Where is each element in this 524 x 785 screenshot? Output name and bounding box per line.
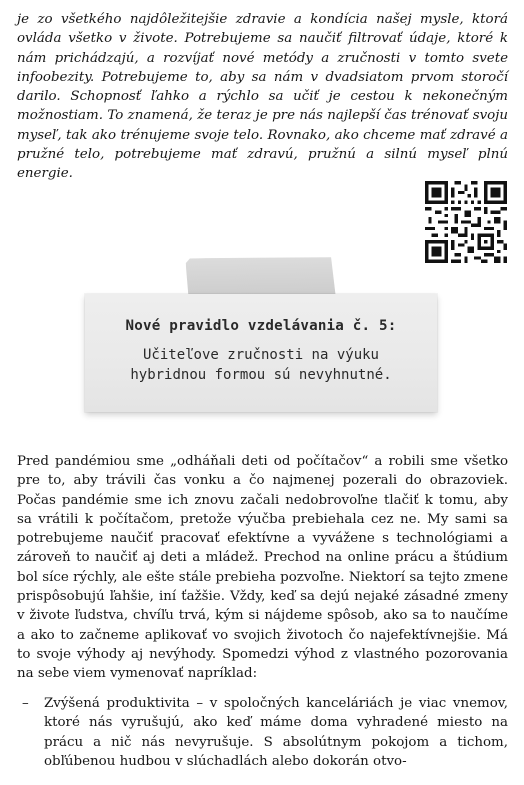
rule-callout-box: [85, 294, 437, 412]
rule-text-line-1: Učiteľove zručnosti na výuku: [142, 347, 379, 363]
advantages-list: [17, 694, 508, 771]
list-item: [17, 694, 508, 771]
list-dash: –: [22, 696, 29, 711]
rule-text-line-2: hybridnou formou sú nevyhnutné.: [130, 367, 392, 383]
qr-code-graphic: [425, 181, 507, 263]
intro-paragraph: je zo všetkého najdôležitejšie zdravie a kondícia našej mysle, ktorá ovláda všetko v živote. Potrebujeme sa naučiť filtrovať údaje, ktoré k nám prichádzajú, a rozvíjať nové metódy a zručnosti v tomto svete infoobezity. Potrebujeme to, aby sa nám v dvadsiatom prvom storočí darilo. Schopnosť ľahko a rýchlo sa učiť je cestou k nekonečným možnostiam. To znamená, že teraz je pre nás najlepší čas trénovať svoju myseľ, tak ako trénujeme svoje telo. Rovnako, ako chceme mať zdravé a pružné telo, potrebujeme mať zdravú, pružnú a silnú myseľ plnú energie.: [17, 12, 508, 182]
rule-title: Nové pravidlo vzdelávania č. 5:: [125, 318, 397, 334]
qr-code-icon[interactable]: [425, 181, 507, 263]
main-paragraph: Pred pandémiou sme „odháňali deti od počítačov“ a robili sme všetko pre to, aby trávili čas vonku a čo najmenej pozerali do obrazoviek. Počas pandémie sme ich znovu začali nedobrovoľne tlačiť k tomu, aby sa vrátili k počítačom, pretože výučba prebiehala cez ne. My sami sa potrebujeme naučiť pracovať efektívne a vyvážene s technológiami a zároveň to naučiť aj deti a mládež. Prechod na online prácu a štúdium bol síce rýchly, ale ešte stále prebieha pozvoľne. Niektorí sa tejto zmene prispôsobujú ľahšie, iní ťažšie. Vždy, keď sa dejú nejaké zásadné zmeny v živote ľudstva, chvíľu trvá, kým si nájdeme spôsob, ako sa to naučíme a ako to začneme aplikovať vo svojich životoch čo najefektívnejšie. Má to svoje výhody aj nevýhody. Spomedzi výhod z vlastného pozorovania na sebe viem vymenovať napríklad:: [17, 454, 508, 682]
rule-text: [95, 345, 427, 385]
list-item-text: Zvýšená produktivita – v spoločných kanceláriách je viac vnemov, ktoré nás vyrušujú, ako keď máme doma vyhradené miesto na prácu a nič nás nevyrušuje. S absolútnym pokojom a tichom, obľúbenou hudbou v slúchadlách alebo dokorán otvo-: [44, 696, 508, 769]
